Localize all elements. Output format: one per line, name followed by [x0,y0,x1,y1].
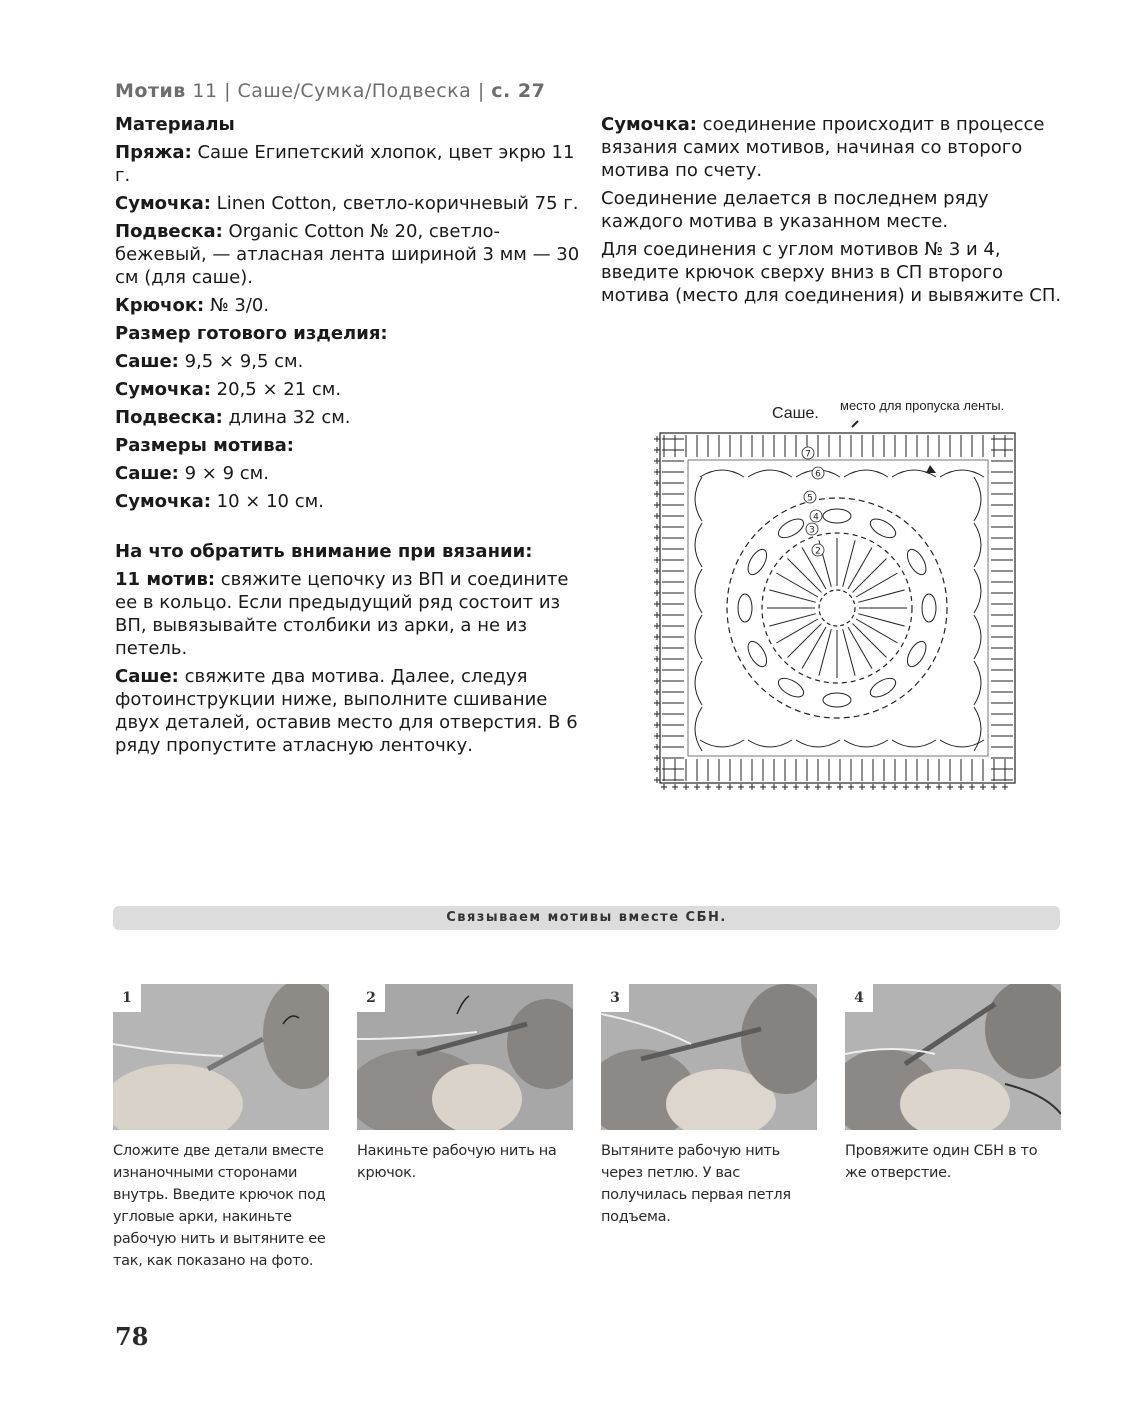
step-number-2: 2 [357,984,385,1012]
step-number-4: 4 [845,984,873,1012]
size-heading: Размер готового изделия: [115,323,388,344]
arc-mark [974,477,981,521]
size-bag [115,378,585,401]
steps-banner: Связываем мотивы вместе СБН. [113,906,1060,930]
crochet-photo-2 [357,984,573,1130]
sachet-paragraph [115,665,585,757]
materials-heading: Материалы [115,114,235,135]
step-caption-2: Накиньте рабочую нить на крючок. [357,1143,557,1181]
petal-mark [823,509,851,523]
petal-mark [922,594,936,622]
hook-paragraph [115,294,585,317]
arc-mark [700,470,744,477]
step-caption-4: Провяжите один СБН в то же отверстие. [845,1143,1038,1181]
step-photo-2 [357,984,573,1130]
right-para2: Соединение делается в последнем ряду каждого мотива в указанном месте. [601,188,989,232]
stitch-mark [853,624,887,658]
yarn-paragraph [115,141,585,187]
step-number-3: 3 [601,984,629,1012]
petal-mark [775,675,806,701]
pendant-text: Organic Cotton № 20, светло-бежевый, — атласная лента шириной 3 мм — 30 см (для саше). [115,221,580,288]
crochet-photo-3 [601,984,817,1130]
size-sachet-label: Саше: [115,351,179,372]
row-number-label: 6 [815,469,821,480]
motif-bag-label: Сумочка: [115,491,211,512]
step-photo-4 [845,984,1061,1130]
yarn-label: Пряжа: [115,142,192,163]
size-pendant-label: Подвеска: [115,407,223,428]
crochet-photo-1 [113,984,329,1130]
row-number-label: 4 [813,512,819,523]
arc-mark [695,569,702,613]
right-bag-text: соединение происходит в процессе вязания самих мотивов, начиная со второго мотива по счету. [601,114,1045,181]
header-page-ref: с. 27 [491,80,546,102]
petal-mark [744,546,770,577]
motif11-paragraph [115,568,585,660]
left-column [115,113,585,762]
crochet-photo-4 [845,984,1061,1130]
bag-paragraph [115,192,585,215]
crochet-diagram [640,415,1035,800]
arc-mark [974,523,981,567]
step-caption-3: Вытяните рабочую нить через петлю. У вас получилась первая петля подъема. [601,1143,791,1225]
stitch-mark [788,624,822,658]
ribbon-pointer [926,465,936,473]
motif-bag-text: 10 × 10 см. [210,491,324,512]
step-4 [845,984,1061,1184]
petal-mark [744,638,770,669]
header-motif: Мотив [115,80,186,102]
row-number-label: 7 [805,449,811,460]
step-photo-1 [113,984,329,1130]
header-number: 11 | [185,80,238,102]
arc-mark [796,740,840,747]
pendant-label: Подвеска: [115,221,223,242]
right-bag-label: Сумочка: [601,114,697,135]
bag-text: Linen Cotton, светло-коричневый 75 г. [210,193,579,214]
size-sachet [115,350,585,373]
diagram-label-ribbon: место для пропуска ленты. [840,398,1005,413]
row-number-label: 5 [807,493,813,504]
arc-mark [695,477,702,521]
motif11-text: свяжите цепочку из ВП и соедините ее в кольцо. Если предыдущий ряд состоит из ВП, вывязывайте столбики из арки, а не из петель. [115,569,569,659]
arc-mark [974,569,981,613]
hook-label: Крючок: [115,295,205,316]
section-spacer [115,518,585,540]
ribbon-arrow [852,421,858,427]
header-sep: | [471,80,492,102]
arc-mark [695,615,702,659]
attention-heading: На что обратить внимание при вязании: [115,541,533,562]
sachet-text: свяжите два мотива. Далее, следуя фотоинструкции ниже, выполните сшивание двух деталей, оставив место для отверстия. В 6 ряду пропустите атласную ленточку. [115,666,578,756]
motif-bag [115,490,585,513]
petal-mark [867,675,898,701]
arc-mark [844,470,888,477]
pendant-paragraph [115,220,585,289]
motif11-label: 11 мотив: [115,569,216,590]
right-bag-paragraph [601,113,1071,182]
size-sachet-text: 9,5 × 9,5 см. [178,351,304,372]
arc-mark [695,661,702,705]
yarn-text: Саше Египетский хлопок, цвет экрю 11 г. [115,142,575,186]
arc-mark [695,707,702,751]
size-bag-text: 20,5 × 21 см. [210,379,342,400]
petal-mark [775,515,806,541]
arc-mark [974,661,981,705]
page-number: 78 [115,1322,149,1351]
right-para3: Для соединения с углом мотивов № 3 и 4, введите крючок сверху вниз в СП второго мотива (место для соединения) и вывяжите СП. [601,239,1062,306]
motif-sachet [115,462,585,485]
step-number-1: 1 [113,984,141,1012]
petal-mark [867,515,898,541]
arc-mark [700,740,744,747]
size-pendant [115,406,585,429]
stitch-mark [788,559,822,593]
stitch-mark [853,559,887,593]
arc-mark [844,740,888,747]
arc-mark [695,523,702,567]
diagram-label-sachet: Саше. [772,405,819,422]
petal-mark [904,638,930,669]
bag-label: Сумочка: [115,193,211,214]
arc-mark [974,615,981,659]
page-header [115,80,545,102]
header-title: Саше/Сумка/Подвеска [237,80,472,102]
motif-sachet-text: 9 × 9 см. [178,463,269,484]
size-pendant-text: длина 32 см. [222,407,351,428]
arc-mark [892,740,936,747]
sachet-label: Саше: [115,666,179,687]
size-bag-label: Сумочка: [115,379,211,400]
right-column [601,113,1071,312]
arc-mark [748,470,792,477]
step-2 [357,984,573,1184]
arc-mark [748,740,792,747]
motif-sachet-label: Саше: [115,463,179,484]
arc-mark [940,470,984,477]
row-number-label: 2 [815,546,821,557]
step-3 [601,984,817,1228]
step-caption-1: Сложите две детали вместе изнаночными сторонами внутрь. Введите крючок под угловые арки, накиньте рабочую нить и вытяните ее так, как показано на фото. [113,1143,326,1269]
petal-mark [738,594,752,622]
row-number-label: 3 [809,525,815,536]
petal-mark [823,693,851,707]
step-photo-3 [601,984,817,1130]
petal-mark [904,546,930,577]
motif-size-heading: Размеры мотива: [115,435,295,456]
hook-text: № 3/0. [204,295,270,316]
step-1 [113,984,329,1272]
